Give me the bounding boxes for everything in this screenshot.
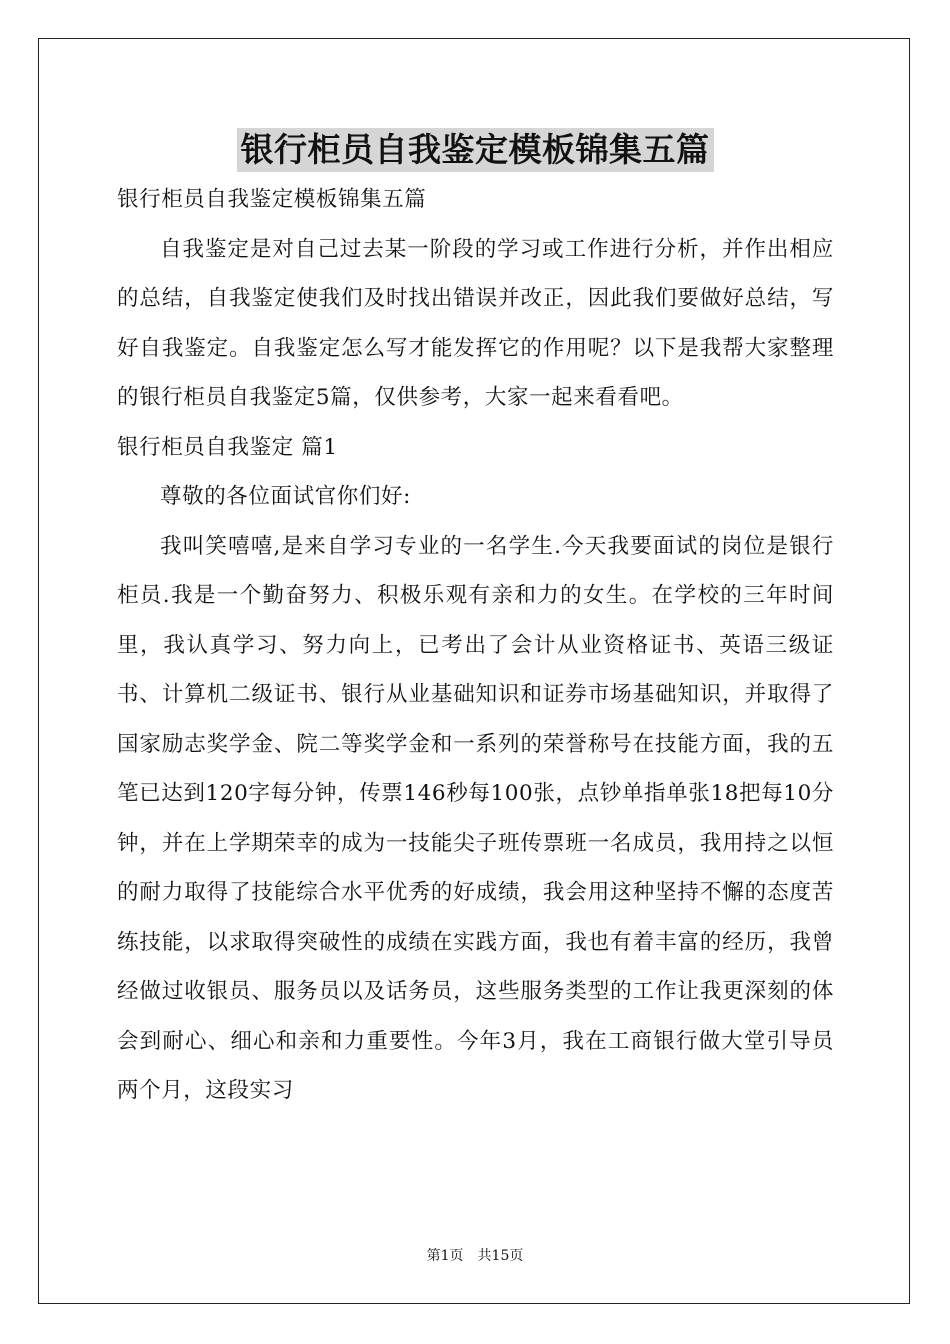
- title-area: [0, 128, 950, 172]
- paragraph-greeting: 尊敬的各位面试官你们好:: [160, 484, 411, 509]
- page-total: 共15页: [477, 1248, 524, 1264]
- page-number: 第1页: [426, 1248, 464, 1264]
- paragraph-intro: 自我鉴定是对自己过去某一阶段的学习或工作进行分析，并作出相应的总结，自我鉴定使我们及时找出错误并改正，因此我们要做好总结，写好自我鉴定。自我鉴定怎么写才能发挥它的作用呢？以下是我帮大家整理的银行柜员自我鉴定5篇，仅供参考，大家一起来看看吧。: [117, 236, 834, 410]
- page-footer: [0, 1247, 950, 1265]
- paragraph-body: 我叫笑嘻嘻,是来自学习专业的一名学生.今天我要面试的岗位是银行柜员.我是一个勤奋努力、积极乐观有亲和力的女生。在学校的三年时间里，我认真学习、努力向上，已考出了会计从业资格证书、英语三级证书、计算机二级证书、银行从业基础知识和证券市场基础知识，并取得了国家励志奖学金、院二等奖学金和一系列的荣誉称号在技能方面，我的五笔已达到120字每分钟，传票146秒每100张，点钞单指单张18把每10分钟，并在上学期荣幸的成为一技能尖子班传票班一名成员，我用持之以恒的耐力取得了技能综合水平优秀的好成绩，我会用这种坚持不懈的态度苦练技能，以求取得突破性的成绩在实践方面，我也有着丰富的经历，我曾经做过收银员、服务员以及话务员，这些服务类型的工作让我更深刻的体会到耐心、细心和亲和力重要性。今年3月，我在工商银行做大堂引导员两个月，这段实习: [117, 533, 834, 1103]
- paragraph-subtitle: 银行柜员自我鉴定模板锦集五篇: [117, 187, 427, 212]
- document-title: 银行柜员自我鉴定模板锦集五篇: [237, 128, 714, 172]
- section-heading: 银行柜员自我鉴定 篇1: [117, 434, 338, 460]
- document-body: [117, 175, 834, 1116]
